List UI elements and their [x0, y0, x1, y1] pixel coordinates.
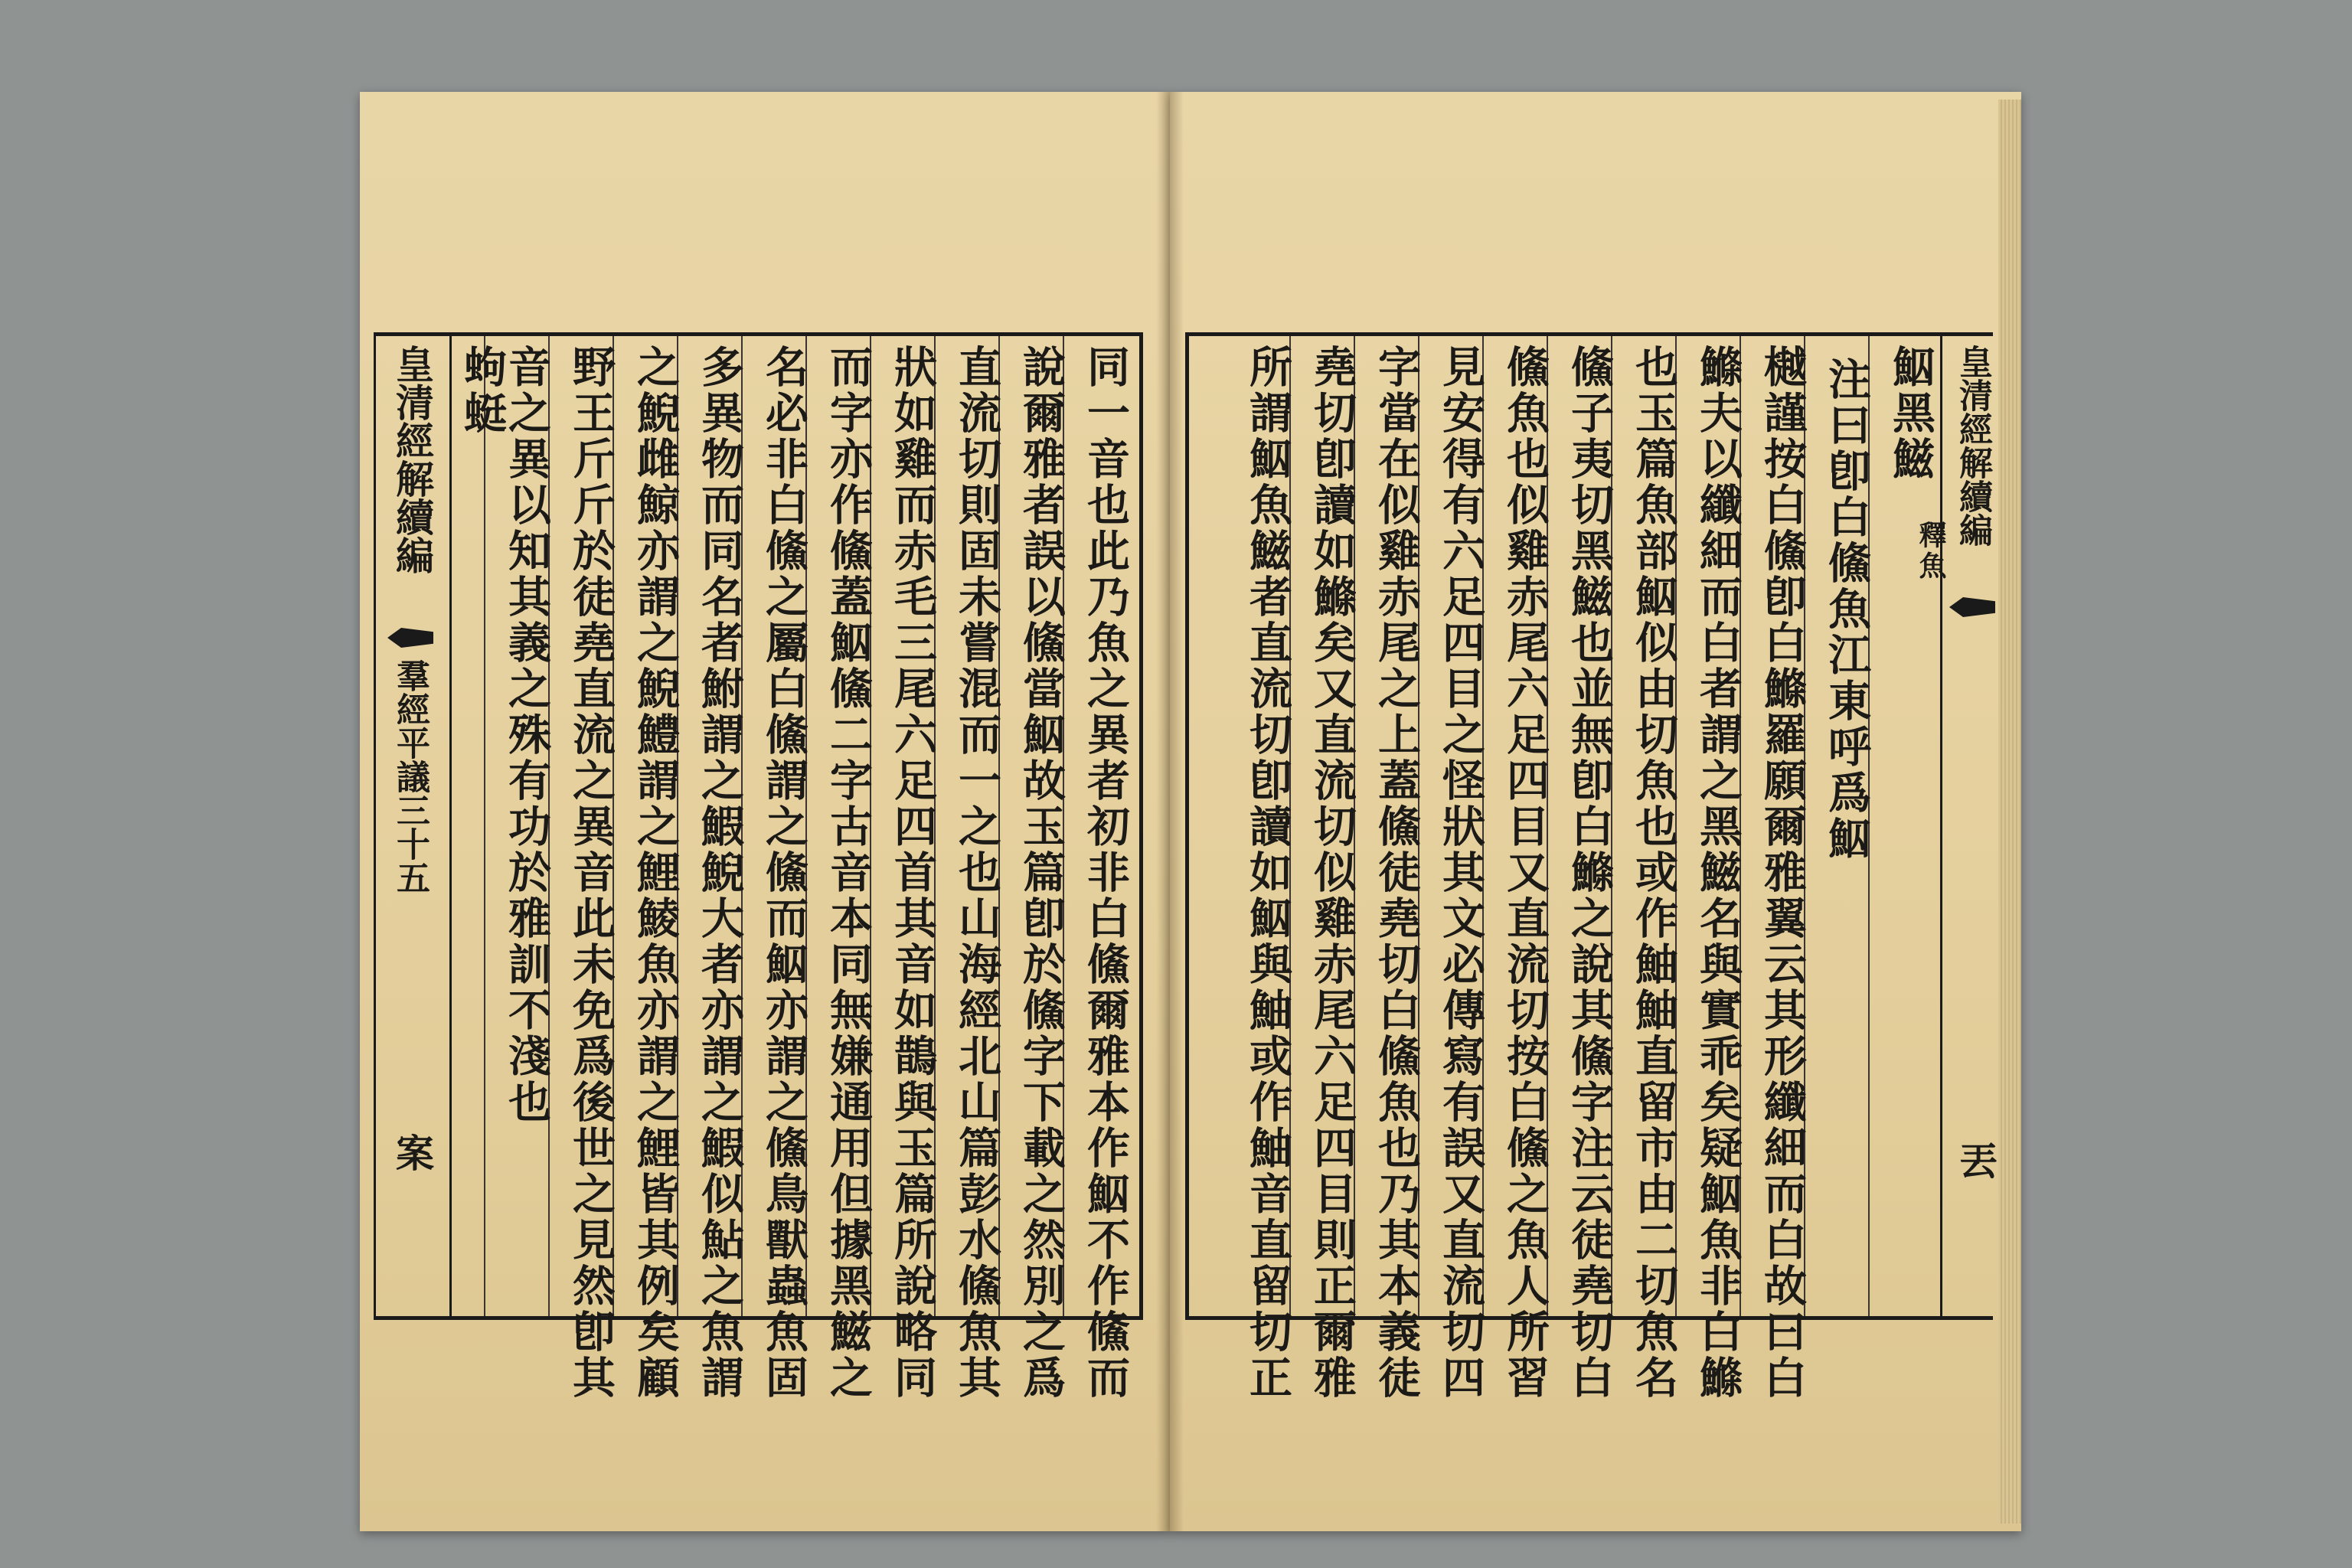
left-column-5: 而字亦作鯈蓋鮂鯈二字古音本同無嫌通用但據黑鰦之 — [823, 345, 874, 1401]
left-column-9: 野王斤斤於徒堯直流之異音此未免爲後世之見然卽其 — [566, 345, 616, 1401]
right-column-1: 注曰卽白鯈魚江東呼爲鮂 — [1821, 357, 1872, 862]
right-column-2: 樾謹按白鯈卽白鰷羅願爾雅翼云其形纖細而白故曰白 — [1757, 345, 1808, 1401]
column-rule — [484, 336, 485, 1316]
left-column-heading: 蚼蜓 — [457, 345, 508, 436]
right-column-7: 見安得有六足四目之怪狀其文必傳寫有誤又直流切四 — [1436, 345, 1486, 1401]
right-banxin-title: 皇清經解續編 — [1953, 345, 1992, 547]
right-column-5: 鯈子夷切黑鰦也並無卽白鰷之說其鯈字注云徒堯切白 — [1564, 345, 1615, 1401]
right-column-8: 字當在似雞赤尾之上蓋鯈徒堯切白鯈魚也乃其本義徒 — [1371, 345, 1422, 1401]
right-heading-note: 釋魚 — [1915, 521, 1947, 582]
left-column-10: 音之異以知其義之殊有功於雅訓不淺也 — [501, 345, 552, 1125]
left-banxin-title: 皇清經解續編 — [390, 345, 435, 574]
left-column-2: 說爾雅者誤以鯈當鮂故玉篇卽於鯈字下載之然別之爲 — [1016, 345, 1067, 1401]
left-column-8: 之鯢雌鯨亦謂之鯢鱧謂之鯉鯪魚亦謂之鯉皆其例矣顧 — [630, 345, 681, 1401]
right-banxin-page-no: 丟 — [1953, 1141, 1998, 1179]
right-column-3: 鰷夫以纖細而白者謂之黑鰦名與實乖矣疑鮂魚非白鰷 — [1693, 345, 1743, 1401]
right-column-4: 也玉篇魚部鮂似由切魚也或作鮋鮋直留市由二切魚名 — [1628, 345, 1679, 1401]
left-column-3: 直流切則固未嘗混而一之也山海經北山篇彭水鯈魚其 — [952, 345, 1002, 1401]
left-banxin-page-no: 案 — [390, 1133, 435, 1171]
left-column-6: 名必非白鯈之屬白鯈謂之鯈而鮂亦謂之鯈鳥獸蟲魚固 — [759, 345, 809, 1401]
book-spread — [360, 92, 2021, 1531]
right-column-10: 所謂鮂魚鰦者直流切卽讀如鮂與鮋或作鮋音直留切正 — [1243, 345, 1293, 1401]
book-gutter — [1156, 92, 1184, 1531]
page-edges — [1998, 100, 2021, 1524]
right-column-heading: 鮂黑鰦 — [1886, 345, 1936, 482]
left-column-4: 狀如雞而赤毛三尾六足四首其音如鵲與玉篇所說略同 — [887, 345, 938, 1401]
left-column-7: 多異物而同名者鮒謂之鰕鯢大者亦謂之鰕似鮎之魚謂 — [694, 345, 745, 1401]
right-column-9: 堯切卽讀如鰷矣又直流切似雞赤尾六足四目則正爾雅 — [1307, 345, 1357, 1401]
left-column-1: 同一音也此乃魚之異者初非白鯈爾雅本作鮂不作鯈而 — [1080, 345, 1131, 1401]
right-column-6: 鯈魚也似雞赤尾六足四目又直流切按白鯈之魚人所習 — [1500, 345, 1550, 1401]
left-banxin-section: 羣經平議三十五 — [390, 658, 430, 894]
